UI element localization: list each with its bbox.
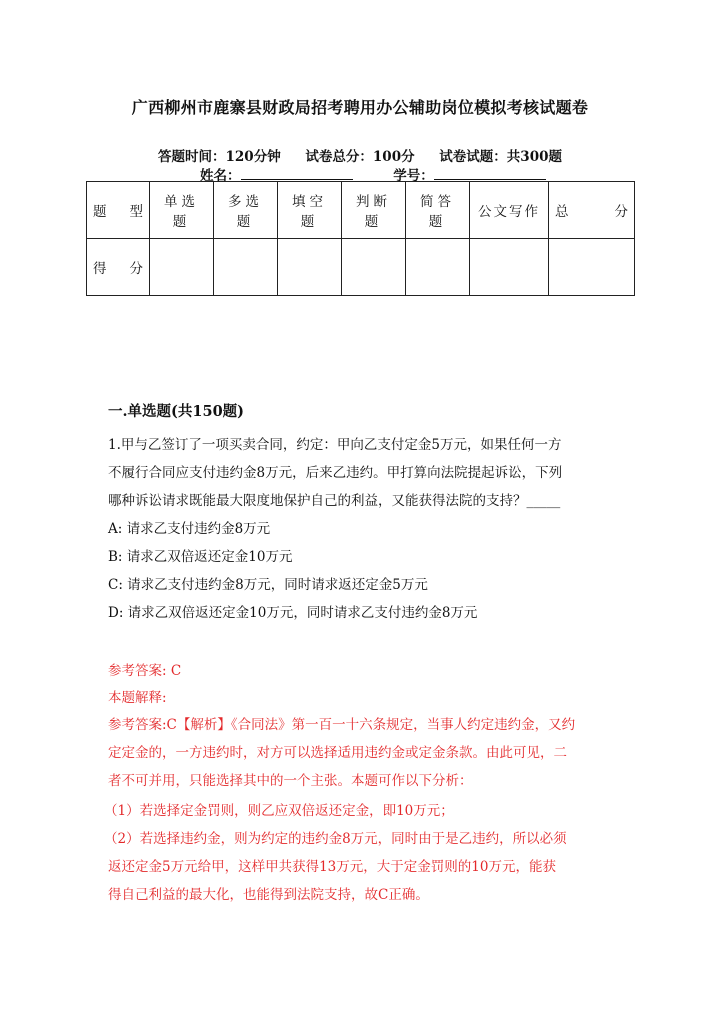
explanation-line: 者不可并用，只能选择其中的一个主张。本题可作以下分析： [108,773,473,789]
exam-time: 答题时间：120分钟 [158,149,281,165]
name-blank[interactable] [241,167,353,180]
row-header-cell [87,182,150,239]
option-a: A: 请求乙支付违约金8万元 [108,521,271,537]
question-line: 哪种诉讼请求既能最大限度地保护自己的利益，又能获得法院的支持？_____ [108,493,561,509]
score-cell[interactable] [150,239,214,296]
exam-total-score: 试卷总分：100分 [305,149,415,165]
score-cell[interactable] [549,239,635,296]
column-header: 填空题 [278,182,342,239]
answer-key: 参考答案: C [108,663,182,679]
score-cell[interactable] [342,239,406,296]
id-blank[interactable] [434,167,546,180]
name-label: 姓名： [200,168,241,184]
score-cell[interactable] [214,239,278,296]
question-line: 不履行合同应支付违约金8万元，后来乙违约。甲打算向法院提起诉讼，下列 [108,465,563,481]
column-header: 简答题 [406,182,470,239]
option-d: D: 请求乙双倍返还定金10万元，同时请求乙支付违约金8万元 [108,605,478,621]
column-header: 判断题 [342,182,406,239]
score-table-header [87,182,635,239]
score-table-row [87,239,635,296]
column-header: 多选题 [214,182,278,239]
score-cell[interactable] [278,239,342,296]
score-cell[interactable] [470,239,549,296]
explanation-label: 本题解释: [108,690,167,706]
explanation-line: 定定金的，一方违约时，对方可以选择适用违约金或定金条款。由此可见，二 [108,745,567,761]
score-table [86,181,635,296]
score-header-char: 分 [129,261,143,277]
total-header-char: 分 [614,204,628,220]
total-header-char: 总 [555,204,569,220]
exam-title: 广西柳州市鹿寨县财政局招考聘用办公辅助岗位模拟考核试题卷 [131,98,589,117]
total-header-cell [549,182,635,239]
explanation-line: 返还定金5万元给甲，这样甲共获得13万元，大于定金罚则的10万元，能获 [108,859,556,875]
row-header-char: 型 [129,204,143,220]
option-b: B: 请求乙双倍返还定金10万元 [108,549,293,565]
score-row-header [87,239,150,296]
id-label: 学号： [393,168,434,184]
question-line: 1.甲与乙签订了一项买卖合同，约定：甲向乙支付定金5万元，如果任何一方 [108,437,562,453]
explanation-line: （1）若选择定金罚则，则乙应双倍返还定金，即10万元； [104,803,454,819]
row-header-char: 题 [93,204,107,220]
column-header: 公文写作 [470,182,549,239]
score-cell[interactable] [406,239,470,296]
section-heading: 一.单选题(共150题) [108,403,245,420]
score-header-char: 得 [93,261,107,277]
explanation-line: 参考答案:C【解析】《合同法》第一百一十六条规定，当事人约定违约金，又约 [108,717,576,733]
exam-question-count: 试卷试题：共300题 [439,149,562,165]
exam-info [0,145,720,165]
explanation-line: 得自己利益的最大化，也能得到法院支持，故C正确。 [108,887,429,903]
explanation-line: （2）若选择违约金，则为约定的违约金8万元，同时由于是乙违约，所以必须 [104,831,567,847]
column-header: 单选题 [150,182,214,239]
option-c: C: 请求乙支付违约金8万元，同时请求返还定金5万元 [108,577,428,593]
